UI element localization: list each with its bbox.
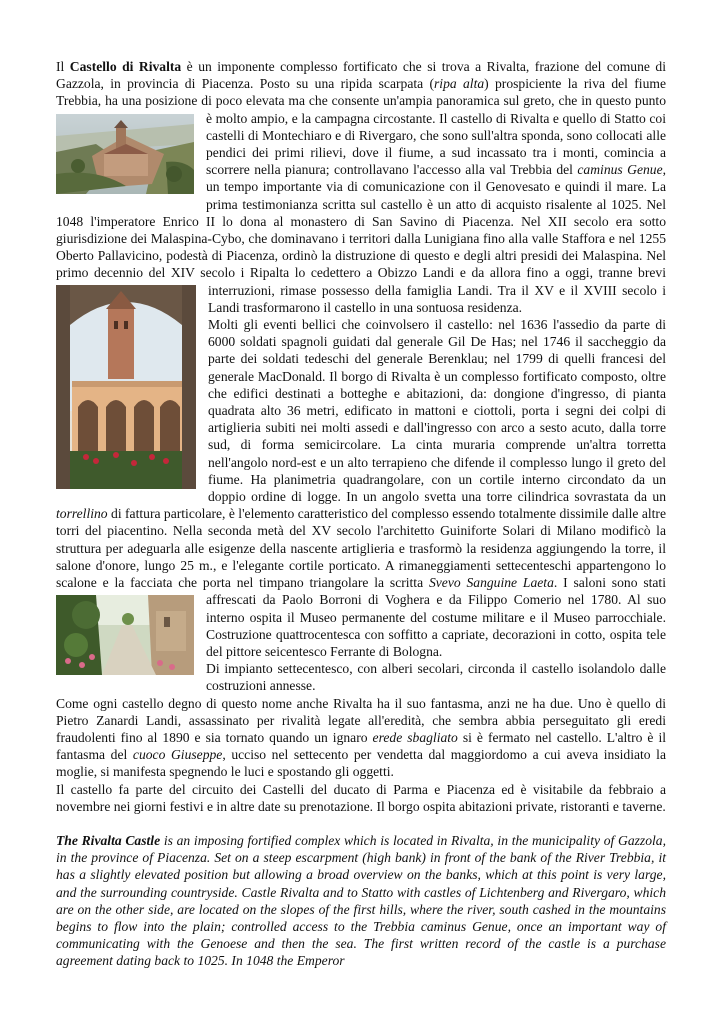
paragraph-ghosts <box>56 695 666 781</box>
italic-text: cuoco Giuseppe <box>132 747 223 763</box>
italic-text: ripa alta <box>434 76 485 92</box>
text-run: Di impianto settecentesco, con alberi secolari, circonda il castello isolandolo dalle costruzioni annesse. <box>206 661 666 694</box>
italic-text: caminus Genue <box>577 162 663 178</box>
italic-text: Svevo Sanguine Laeta <box>428 575 554 591</box>
article-body <box>56 58 666 970</box>
italic-text: erede sbagliato <box>372 729 458 745</box>
text-run: , un tempo importante via di comunicazione con il Genovesato e quindi il mare. La prima testimonianza scritta sul castello è un atto di acquisto risalente al 1025. Nel 1048 l'imperatore Enrico II lo dona al monastero di San Savino di Piacenza. Nel XII secolo era sotto giurisdizione dei Malaspina-Cybo, che dominavano i territori dalla Lunigiana fino alla valle Staffora e nel 1255 Oberto Pallavicino, podestà di Piacenza, ordinò la distruzione di questo e degli altri presidi dei Malaspina. Nel primo decennio del XIV secolo i Ripalta lo cedettero a Obizzo Landi e da allora fino a oggi, tranne brevi interruzioni, <box>56 162 667 298</box>
text-run: di fattura particolare, è l'elemento caratteristico del complesso essendo totalmente dissimile dalle altre torri del piacentino. Nella seconda metà del XV secolo l'architetto Guiniforte Solari di Milano modificò la struttura per adeguarla alle esigenze della nascente artiglieria e trasformò la residenza aggiungendo la torre, il salone d'onore, lungo 25 m., e l'elegante cortile porticato. A rimaneggiamenti settecenteschi appartengono lo scalone e la facciata che porta nel timpano triangolare la scritta <box>56 506 666 591</box>
castle-aerial-photo <box>56 114 194 194</box>
paragraph-visits <box>56 781 666 815</box>
text-run: rimase possesso della famiglia Landi. Tra il XV e il XVIII secolo i Landi trasformarono il castello in una sontuosa residenza. <box>208 282 666 315</box>
paragraph-intro <box>56 58 666 316</box>
garden-path-photo <box>56 595 194 675</box>
text-run: questo punto è molto ampio, e la campagna circostante. Il castello di Rivalta e quello di Statto coi castelli di Montechiaro e di Rivergaro, che sono sull'altra sponda, sono collocati alle pendici dei primi rilievi, dove il fiume, a sud incassato tra i monti, comincia a scorrere nella pianura; controllavano l'accesso alla val Trebbia del <box>206 93 667 178</box>
courtyard-tower-photo <box>56 285 196 489</box>
text-run: is an imposing fortified complex which is located in Rivalta, in the municipality of Gazzola, in the province of Piacenza. Set on a steep escarpment (high bank) in front of the bank of the River Trebbia, it has a slightly elevated position but allowing a broad overview on the banks, which at this point is very large, and the surrounding countryside. Castle Rivalta and to Statto with castles of Lichtenberg and Rivergaro, which are on the other side, are located on the slopes of the first hills, where the river, south cashed in the mountains begins to flow into the plain; controlled access to the Trebbia caminus Genue, once an important way of communicating with the Genoese and then the sea. The first written record of the castle is a purchase agreement dating back to 1025. In 1048 the Emperor <box>56 832 666 969</box>
text-run: Come ogni castello degno di questo nome anche Rivalta ha il suo fantasma, anzi ne ha due. Uno è quello di Pietro Zanardi Landi, assassinato per rivalità legate all'eredità, che sembra abbia perseguitato gli eredi fraudolenti fino al 1890 e sia tornato quando un ignaro <box>56 695 666 745</box>
paragraph-english <box>56 832 666 970</box>
text-run: è un imponente complesso fortificato che si trova a Rivalta, frazione del comune di Gazzola, in provincia di Piacenza. Posto su una ripida scarpata ( <box>56 59 666 92</box>
bold-text: The Rivalta Castle <box>56 832 161 848</box>
text-run: Molti gli eventi bellici che coinvolsero il castello: nel 1636 l'assedio da parte di 6000 soldati spagnoli guidati dal generale Gil De Has; nel 1746 il saccheggio da parte dei soldati tedeschi del generale Berenklau; nel 1799 di quelli francesi del generale MacDonald. Il borgo di Rivalta è un complesso fortificato composto, oltre che edifici destinati a botteghe e abitazioni, da: dongione d'ingresso, di pianta quadrata alto 36 metri, edificato in mattoni e ciottoli, porta i segni dei colpi di artiglieria subiti nei molti assedi e dall'ingresso con arco a sesto acuto, dalla torre sud, di forma semicircolare. La cinta muraria comprende un'altra torretta nell'angolo nord-est e un alto terrapieno che difende il complesso lungo il greto del fiume. Ha planimetria quadrangolare, con un cortile interno circondato da un doppio ordine di logge. In un angolo svetta una torre cilindrica sovrastata da un <box>208 317 666 505</box>
text-run: , ucciso nel settecento per vendetta dal maggiordomo a cui aveva insidiato la moglie, si manifesta spegnendo le luci e spostando gli oggetti. <box>56 747 666 780</box>
text-run: . I saloni sono stati affrescati <box>206 575 666 608</box>
text-run: da Paolo Borroni di Voghera e da Filippo Comerio nel 1780. Al suo interno ospita il Museo permanente del costume militare e il Museo parrocchiale. Costruzione quattrocentesca con soffitto a capriate, decorazioni in cotto, ospita tele del pittore seicentesco Ferrante di Bologna. <box>206 592 666 659</box>
bold-text: Castello di Rivalta <box>69 59 182 74</box>
text-run: si è fermato nel castello. L'altro è il fantasma del <box>56 729 667 763</box>
text-run: ) prospiciente la riva del fiume Trebbia, ha una posizione di poco elevata ma che consente un'ampia panoramica sul greto, che in <box>56 76 666 109</box>
italic-text: torrellino <box>56 506 108 522</box>
text-run: Il castello fa parte del circuito dei Castelli del ducato di Parma e Piacenza ed è visitabile da febbraio a novembre nei giorni festivi e in altre date su prenotazione. Il borgo ospita abitazioni private, ristoranti e taverne. <box>56 781 666 814</box>
text-run: Il <box>56 59 70 74</box>
